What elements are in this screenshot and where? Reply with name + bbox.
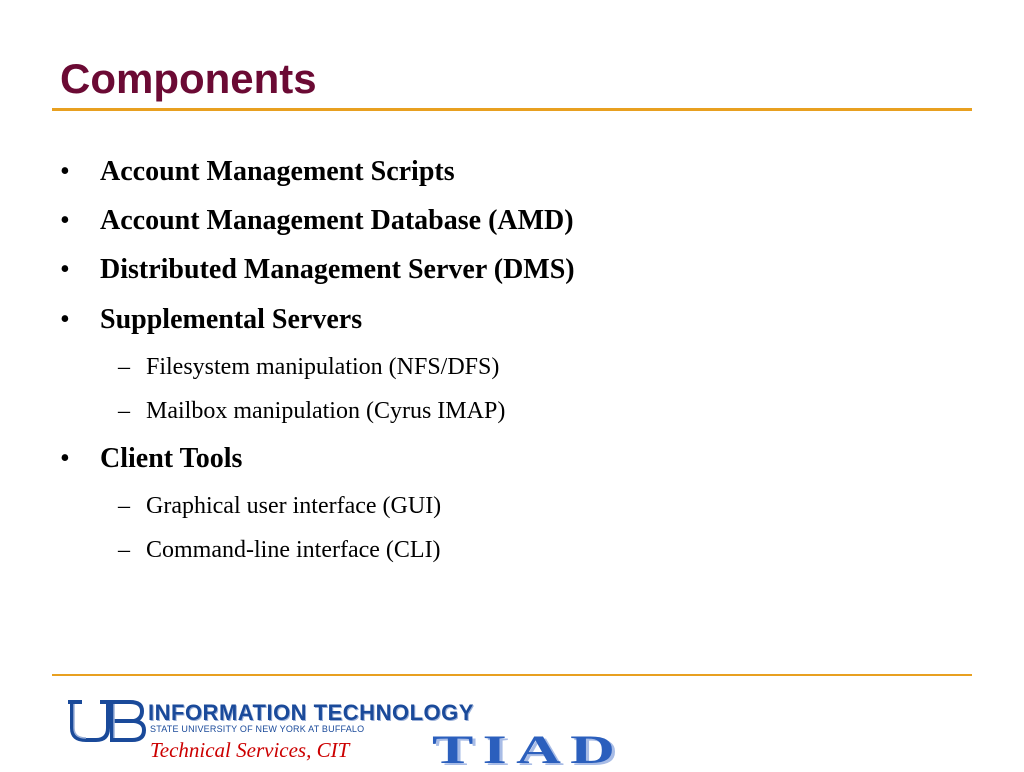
sub-bullet-text: Graphical user interface (GUI) [146, 493, 442, 519]
sub-bullet-text: Mailbox manipulation (Cyrus IMAP) [146, 398, 506, 424]
sub-bullet-text: Command-line interface (CLI) [146, 537, 441, 563]
ub-logo-icon [68, 698, 148, 744]
dash-icon: – [118, 354, 130, 380]
bullet-icon: • [60, 205, 70, 236]
dash-icon: – [118, 398, 130, 424]
bullet-icon: • [60, 156, 70, 187]
bullet-text: Supplemental Servers [100, 304, 363, 335]
it-logo-text: INFORMATION TECHNOLOGY [148, 700, 474, 725]
footer-divider [52, 674, 972, 676]
dash-icon: – [118, 537, 130, 563]
tiad-logo: TIAD [432, 727, 625, 772]
it-logo-subtext: STATE UNIVERSITY OF NEW YORK AT BUFFALO [150, 724, 365, 734]
bullet-text: Client Tools [100, 443, 243, 474]
bullet-icon: • [60, 304, 70, 335]
bullet-icon: • [60, 254, 70, 285]
bullet-text: Distributed Management Server (DMS) [100, 254, 575, 285]
footer [0, 680, 1024, 772]
title-divider [52, 108, 972, 111]
bullet-icon: • [60, 443, 70, 474]
slide-title: Components [60, 55, 317, 102]
bullet-text: Account Management Scripts [100, 156, 455, 187]
sub-bullet-text: Filesystem manipulation (NFS/DFS) [146, 354, 500, 380]
bullet-text: Account Management Database (AMD) [100, 205, 574, 236]
department-label: Technical Services, CIT [150, 738, 350, 762]
dash-icon: – [118, 493, 130, 519]
